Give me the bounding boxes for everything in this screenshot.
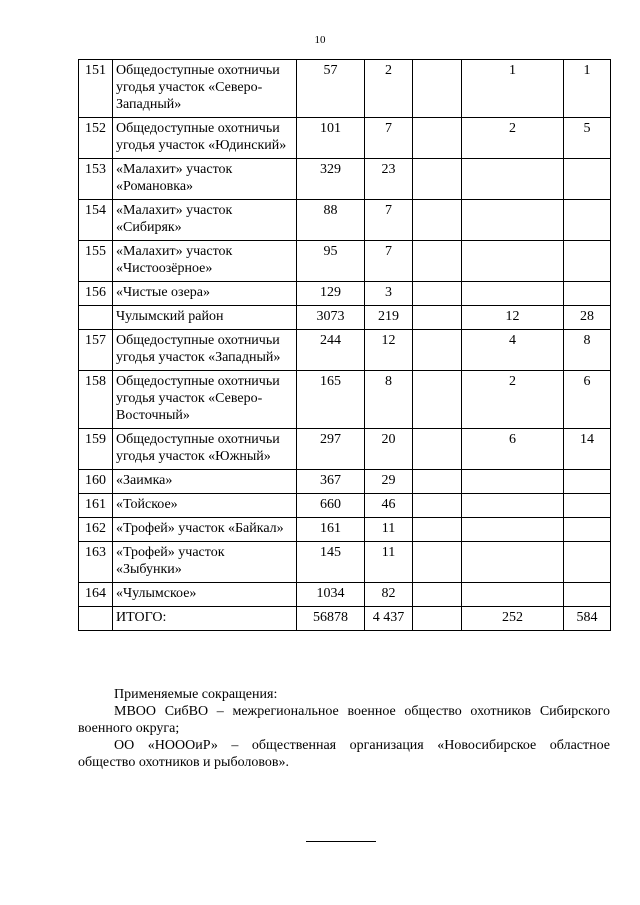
- value-empty: [413, 118, 462, 159]
- value-area: 329: [297, 159, 365, 200]
- value-col5: [564, 494, 611, 518]
- value-col5: 1: [564, 60, 611, 118]
- table-row: [79, 494, 611, 518]
- value-col4: 1: [462, 60, 564, 118]
- value-area: 129: [297, 282, 365, 306]
- value-col4: [462, 241, 564, 282]
- value-count: 3: [365, 282, 413, 306]
- value-col4: [462, 470, 564, 494]
- value-count: 23: [365, 159, 413, 200]
- value-col5: 6: [564, 371, 611, 429]
- value-col5: [564, 542, 611, 583]
- abbreviation-noooir: ОО «НОООиР» – общественная организация «Новосибирское областное общество охотников и рыболовов».: [78, 738, 610, 770]
- value-col4: 12: [462, 306, 564, 330]
- table-row: [79, 607, 611, 631]
- area-name: «Трофей» участок «Зыбунки»: [113, 542, 297, 583]
- value-empty: [413, 607, 462, 631]
- table-row: [79, 159, 611, 200]
- value-area: 161: [297, 518, 365, 542]
- value-area: 244: [297, 330, 365, 371]
- page-number: 10: [314, 34, 326, 46]
- value-count: 82: [365, 583, 413, 607]
- value-empty: [413, 60, 462, 118]
- area-name: «Малахит» участок «Сибиряк»: [113, 200, 297, 241]
- area-name: Общедоступные охотничьи угодья участок «Юдинский»: [113, 118, 297, 159]
- area-name: «Заимка»: [113, 470, 297, 494]
- row-number: 155: [79, 241, 113, 282]
- value-empty: [413, 241, 462, 282]
- row-number: 152: [79, 118, 113, 159]
- value-col4: 6: [462, 429, 564, 470]
- table-row: [79, 200, 611, 241]
- value-col5: [564, 241, 611, 282]
- row-number: 161: [79, 494, 113, 518]
- value-empty: [413, 429, 462, 470]
- row-number: 159: [79, 429, 113, 470]
- value-col4: [462, 518, 564, 542]
- value-col5: 8: [564, 330, 611, 371]
- end-rule: [306, 841, 376, 842]
- area-name: ИТОГО:: [113, 607, 297, 631]
- value-count: 11: [365, 518, 413, 542]
- row-number: 160: [79, 470, 113, 494]
- table-row: [79, 330, 611, 371]
- area-name: Общедоступные охотничьи угодья участок «Южный»: [113, 429, 297, 470]
- value-col5: [564, 282, 611, 306]
- value-col4: 252: [462, 607, 564, 631]
- row-number: 163: [79, 542, 113, 583]
- area-name: Общедоступные охотничьи угодья участок «Северо-Западный»: [113, 60, 297, 118]
- area-name: «Чулымское»: [113, 583, 297, 607]
- value-empty: [413, 542, 462, 583]
- area-name: Общедоступные охотничьи угодья участок «Западный»: [113, 330, 297, 371]
- value-col5: [564, 583, 611, 607]
- value-area: 88: [297, 200, 365, 241]
- row-number: 156: [79, 282, 113, 306]
- value-count: 7: [365, 241, 413, 282]
- value-col4: [462, 200, 564, 241]
- value-area: 1034: [297, 583, 365, 607]
- value-col4: [462, 583, 564, 607]
- value-count: 11: [365, 542, 413, 583]
- table-row: [79, 429, 611, 470]
- value-count: 12: [365, 330, 413, 371]
- table-row: [79, 542, 611, 583]
- value-empty: [413, 371, 462, 429]
- area-name: «Чистые озера»: [113, 282, 297, 306]
- row-number: 158: [79, 371, 113, 429]
- value-empty: [413, 282, 462, 306]
- table-row: [79, 60, 611, 118]
- value-col4: 2: [462, 118, 564, 159]
- value-area: 367: [297, 470, 365, 494]
- area-name: «Трофей» участок «Байкал»: [113, 518, 297, 542]
- table-row: [79, 583, 611, 607]
- area-name: «Малахит» участок «Чистоозёрное»: [113, 241, 297, 282]
- value-empty: [413, 306, 462, 330]
- value-col4: [462, 282, 564, 306]
- table-row: [79, 470, 611, 494]
- area-name: «Малахит» участок «Романовка»: [113, 159, 297, 200]
- value-empty: [413, 200, 462, 241]
- table-row: [79, 282, 611, 306]
- value-col5: 14: [564, 429, 611, 470]
- value-col4: [462, 494, 564, 518]
- value-count: 7: [365, 200, 413, 241]
- value-count: 219: [365, 306, 413, 330]
- value-area: 95: [297, 241, 365, 282]
- value-col4: [462, 159, 564, 200]
- row-number: [79, 306, 113, 330]
- value-col4: 2: [462, 371, 564, 429]
- hunting-grounds-table: [78, 59, 611, 631]
- row-number: 157: [79, 330, 113, 371]
- value-col4: [462, 542, 564, 583]
- row-number: 151: [79, 60, 113, 118]
- value-col4: 4: [462, 330, 564, 371]
- value-col5: [564, 159, 611, 200]
- value-count: 8: [365, 371, 413, 429]
- value-empty: [413, 518, 462, 542]
- row-number: [79, 607, 113, 631]
- table-body: [79, 60, 611, 631]
- table-row: [79, 518, 611, 542]
- row-number: 164: [79, 583, 113, 607]
- area-name: Чулымский район: [113, 306, 297, 330]
- value-count: 29: [365, 470, 413, 494]
- value-empty: [413, 583, 462, 607]
- value-col5: [564, 470, 611, 494]
- row-number: 162: [79, 518, 113, 542]
- value-area: 145: [297, 542, 365, 583]
- value-col5: [564, 200, 611, 241]
- value-col5: 584: [564, 607, 611, 631]
- value-area: 3073: [297, 306, 365, 330]
- area-name: Общедоступные охотничьи угодья участок «Северо-Восточный»: [113, 371, 297, 429]
- table-row: [79, 306, 611, 330]
- area-name: «Тойское»: [113, 494, 297, 518]
- value-count: 46: [365, 494, 413, 518]
- value-empty: [413, 159, 462, 200]
- value-area: 297: [297, 429, 365, 470]
- value-area: 660: [297, 494, 365, 518]
- abbreviation-mvoo: МВОО СибВО – межрегиональное военное общество охотников Сибирского военного округа;: [78, 704, 610, 736]
- value-count: 7: [365, 118, 413, 159]
- value-empty: [413, 330, 462, 371]
- value-area: 56878: [297, 607, 365, 631]
- row-number: 153: [79, 159, 113, 200]
- value-col5: 5: [564, 118, 611, 159]
- value-count: 20: [365, 429, 413, 470]
- value-area: 165: [297, 371, 365, 429]
- table-row: [79, 371, 611, 429]
- value-col5: 28: [564, 306, 611, 330]
- value-empty: [413, 470, 462, 494]
- table-row: [79, 118, 611, 159]
- abbreviations-heading: Применяемые сокращения:: [114, 687, 278, 702]
- value-empty: [413, 494, 462, 518]
- abbreviations-notes: [78, 686, 610, 771]
- value-area: 101: [297, 118, 365, 159]
- value-col5: [564, 518, 611, 542]
- value-count: 2: [365, 60, 413, 118]
- value-area: 57: [297, 60, 365, 118]
- value-count: 4 437: [365, 607, 413, 631]
- row-number: 154: [79, 200, 113, 241]
- table-row: [79, 241, 611, 282]
